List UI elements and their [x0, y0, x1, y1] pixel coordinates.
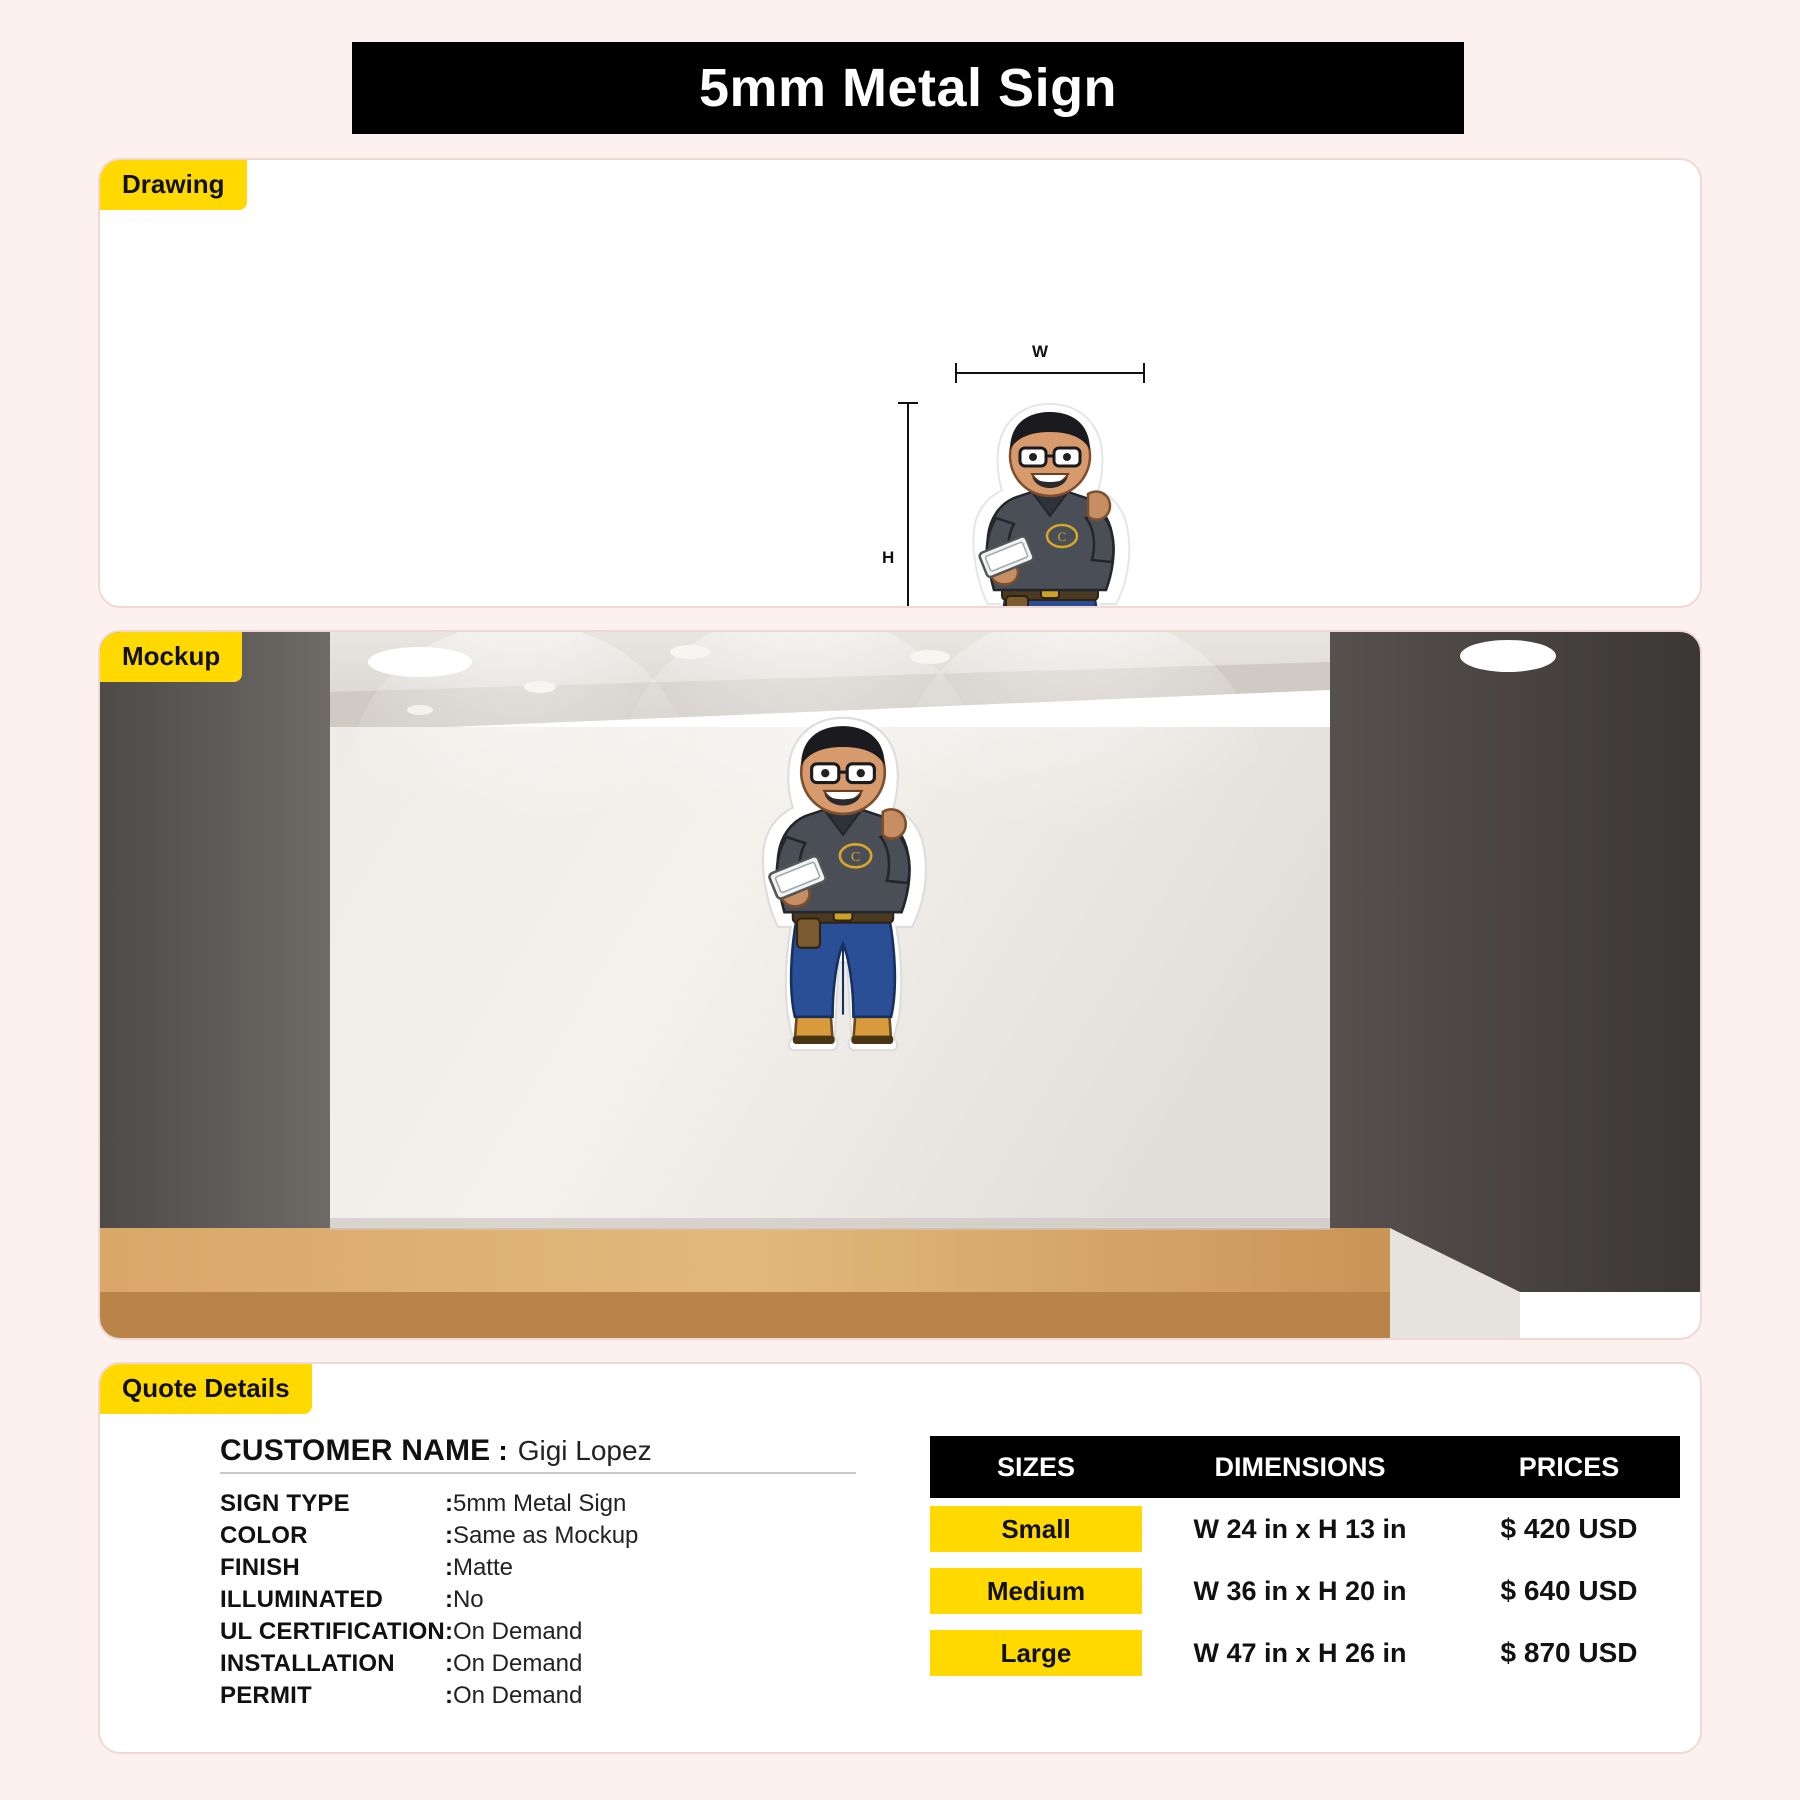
drawing-stage: [100, 160, 1700, 606]
spec-key-finish: FINISH: [220, 1554, 300, 1581]
svg-text:C: C: [851, 849, 861, 864]
price-row-large: [930, 1622, 1680, 1684]
mockup-panel-tab: Mockup: [100, 632, 242, 682]
spec-key-installation: INSTALLATION: [220, 1650, 395, 1677]
spec-key-illuminated: ILLUMINATED: [220, 1586, 384, 1613]
spec-colon-6: :: [444, 1682, 453, 1709]
spec-key-ul-certification: UL CERTIFICATION: [220, 1618, 445, 1645]
price-header-prices: PRICES: [1518, 1451, 1620, 1482]
mockup-panel: [98, 630, 1702, 1340]
mascot-artwork-mockup: [728, 684, 958, 1084]
spec-colon-4: :: [444, 1618, 453, 1645]
price-size-medium: Medium: [930, 1568, 1142, 1614]
page-title-bar: [352, 42, 1464, 134]
width-dimension-line: [955, 372, 1145, 374]
spec-row-color: [220, 1520, 638, 1552]
spec-value-permit: On Demand: [452, 1682, 583, 1709]
spec-colon-0: :: [444, 1490, 453, 1517]
spec-value-finish: Matte: [452, 1554, 513, 1581]
spec-row-sign-type: [220, 1488, 638, 1520]
price-size-small: Small: [930, 1506, 1142, 1552]
price-amount-small: $ 420 USD: [1500, 1513, 1638, 1544]
height-dimension-label: H: [882, 548, 895, 567]
height-dimension-line: [907, 402, 909, 608]
price-amount-medium: $ 640 USD: [1500, 1575, 1638, 1606]
spec-colon-1: :: [444, 1522, 453, 1549]
spec-row-permit: [220, 1680, 638, 1712]
customer-name-row: [220, 1434, 856, 1474]
spec-row-finish: [220, 1552, 638, 1584]
spec-key-color: COLOR: [220, 1522, 308, 1549]
quote-panel-tab: Quote Details: [100, 1364, 312, 1414]
price-size-large: Large: [930, 1630, 1142, 1676]
price-table: [930, 1436, 1680, 1684]
spec-value-illuminated: No: [452, 1586, 484, 1613]
spec-value-installation: On Demand: [452, 1650, 583, 1677]
drawing-panel: [98, 158, 1702, 608]
width-dimension-label: W: [1032, 342, 1049, 361]
price-header-sizes: SIZES: [996, 1451, 1076, 1482]
customer-name-label: CUSTOMER NAME: [220, 1434, 491, 1467]
spec-value-sign-type: 5mm Metal Sign: [452, 1490, 627, 1517]
customer-name-colon: :: [498, 1435, 508, 1466]
mascot-artwork-drawing: [940, 398, 1160, 608]
price-amount-large: $ 870 USD: [1500, 1637, 1638, 1668]
spec-key-sign-type: SIGN TYPE: [220, 1490, 350, 1517]
price-dimensions-small: W 24 in x H 13 in: [1193, 1513, 1407, 1544]
price-row-small: [930, 1498, 1680, 1560]
quote-specs-block: [124, 1434, 844, 1712]
price-dimensions-large: W 47 in x H 26 in: [1193, 1637, 1407, 1668]
price-table-header: [930, 1436, 1680, 1498]
price-row-medium: [930, 1560, 1680, 1622]
spec-value-ul-certification: On Demand: [452, 1618, 583, 1645]
spec-row-ul-certification: [220, 1616, 638, 1648]
drawing-panel-tab: Drawing: [100, 160, 247, 210]
quote-details-panel: [98, 1362, 1702, 1754]
page-title: 5mm Metal Sign: [698, 58, 1118, 118]
spec-key-permit: PERMIT: [220, 1682, 312, 1709]
spec-value-color: Same as Mockup: [452, 1522, 639, 1549]
mockup-scene: [100, 632, 1700, 1338]
price-dimensions-medium: W 36 in x H 20 in: [1193, 1575, 1407, 1606]
customer-name-value: Gigi Lopez: [517, 1435, 652, 1466]
spec-table: [220, 1488, 638, 1712]
spec-colon-3: :: [444, 1586, 453, 1613]
spec-row-installation: [220, 1648, 638, 1680]
svg-text:C: C: [1057, 529, 1067, 544]
spec-row-illuminated: [220, 1584, 638, 1616]
price-header-dimensions: DIMENSIONS: [1214, 1451, 1386, 1482]
spec-colon-5: :: [444, 1650, 453, 1677]
spec-colon-2: :: [444, 1554, 453, 1581]
